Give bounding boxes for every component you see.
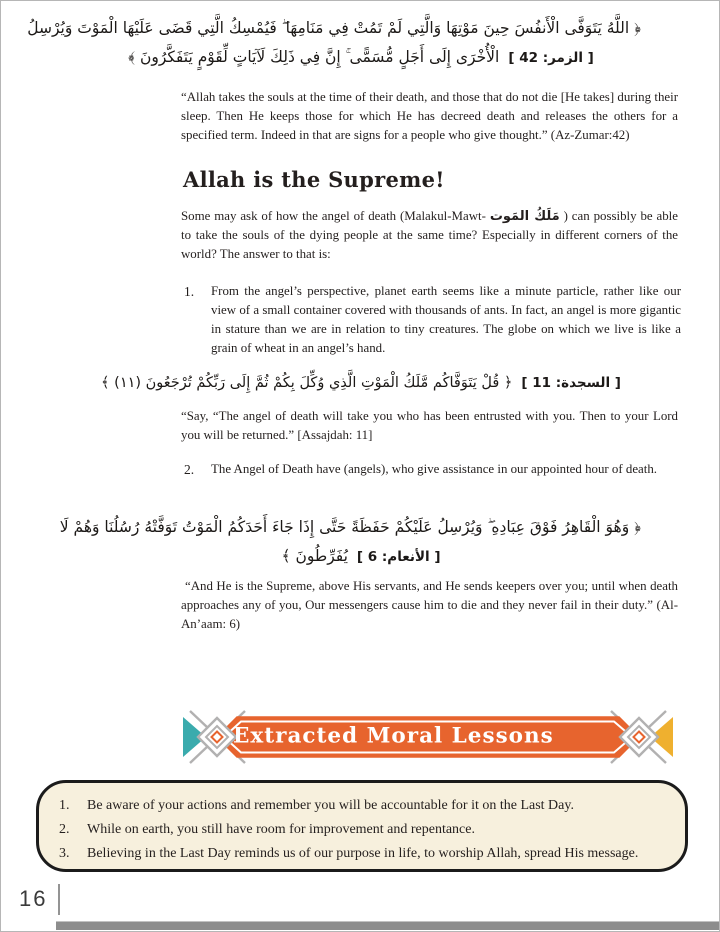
arabic-verse-line: يُفَرِّطُونَ ﴾ xyxy=(281,547,348,565)
lesson-item xyxy=(59,794,675,818)
intro-text-before: Some may ask of how the angel of death (Malakul-Mawt- xyxy=(181,209,490,223)
arabic-verse-line: ﴿ اللَّهُ يَتَوَفَّى الْأَنفُسَ حِينَ مَوْتِهَا وَالَّتِي لَمْ تَمُتْ فِي مَنَامِهَا ۖ فَيُمْسِكُ الَّتِي قَضَى عَلَيْهَا الْمَوْتَ وَيُرْسِلُ xyxy=(27,19,641,37)
point-number: 2. xyxy=(184,462,195,477)
page-edge-strip xyxy=(56,921,719,930)
verse-citation: [ السجدة: 11 ] xyxy=(521,375,621,391)
intro-text-after: ) can possibly be able to take the souls of the dying people at the same time? Especially in different corners of the world? The answer to that is: xyxy=(181,209,678,261)
lesson-item xyxy=(59,842,675,866)
point-number: 1. xyxy=(184,284,195,299)
lesson-item xyxy=(59,818,675,842)
arabic-verse-line: ﴿ وَهُوَ الْقَاهِرُ فَوْقَ عِبَادِهِ ۖ وَيُرْسِلُ عَلَيْكُمْ حَفَظَةً حَتَّى إِذَا جَاءَ أَحَدَكُمُ الْمَوْتُ تَوَفَّتْهُ رُسُلُنَا وَهُمْ لَا xyxy=(59,518,641,536)
page-number: 16 xyxy=(19,886,48,911)
verse-translation-assajdah: “Say, “The angel of death will take you who has been entrusted with you. Then to your Lord you will be returned.” [Assajdah: 11] xyxy=(181,409,678,442)
verse-translation-azzumar: “Allah takes the souls at the time of their death, and those that do not die [He takes] during their sleep. Then He keeps those for which He has decreed death and releases the others for a specified term. Indeed in that are signs for a people who give thought.” (Az-Zumar:42) xyxy=(181,90,678,142)
lesson-text: While on earth, you still have room for improvement and repentance. xyxy=(87,822,475,837)
point-text: The Angel of Death have (angels), who give assistance in our appointed hour of death. xyxy=(211,462,658,476)
lesson-text: Believing in the Last Day reminds us of our purpose in life, to worship Allah, spread His message. xyxy=(87,846,639,861)
numbered-point-1 xyxy=(184,282,681,358)
verse-citation: [ الأنعام: 6 ] xyxy=(356,549,441,565)
point-text: From the angel’s perspective, planet earth seems like a minute particle, rather like our view of a small container covered with thousands of ants. In fact, an angel is more gigantic in stature than we are in relation to tiny creatures. The globe on which we live is like a grain of wheat in an angel’s hand. xyxy=(211,284,681,355)
banner-title: Extracted Moral Lessons xyxy=(233,723,554,749)
section-heading: Allah is the Supreme! xyxy=(183,167,445,192)
verse-citation: [ الزمر: 42 ] xyxy=(508,50,594,66)
page-number-divider xyxy=(58,884,60,915)
moral-lessons-box xyxy=(36,780,688,872)
arabic-verse-line: ﴿ قُلْ يَتَوَفَّاكُم مَّلَكُ الْمَوْتِ الَّذِي وُكِّلَ بِكُمْ ثُمَّ إِلَى رَبِّكُمْ تُرْجَعُونَ (١١) ﴾ xyxy=(101,375,513,391)
lesson-number: 2. xyxy=(59,822,70,837)
extracted-moral-lessons-banner xyxy=(181,710,675,764)
verse-translation-alanaam: “And He is the Supreme, above His servants, and He sends keepers over you; until when death approaches any of you, Our messengers cause him to die and they never fail in their duty.” (Al-An’aam: 6) xyxy=(181,579,678,631)
lesson-number: 1. xyxy=(59,798,70,813)
lesson-text: Be aware of your actions and remember you will be accountable for it on the Last Day. xyxy=(87,798,574,813)
intro-paragraph xyxy=(181,207,678,264)
quran-verse-alanaam xyxy=(59,513,641,572)
quran-verse-azzumar xyxy=(27,14,641,73)
malakul-mawt-arabic: مَلَكُ المَوت xyxy=(489,209,560,224)
arabic-verse-line: الْأُخْرَى إِلَى أَجَلٍ مُّسَمًّى ۚ إِنَّ فِي ذَلِكَ لَآيَاتٍ لِّقَوْمٍ يَتَفَكَّرُونَ ﴾ xyxy=(128,48,500,66)
numbered-point-2 xyxy=(184,460,681,479)
lesson-number: 3. xyxy=(59,846,70,861)
quran-verse-assajdah xyxy=(81,369,641,398)
